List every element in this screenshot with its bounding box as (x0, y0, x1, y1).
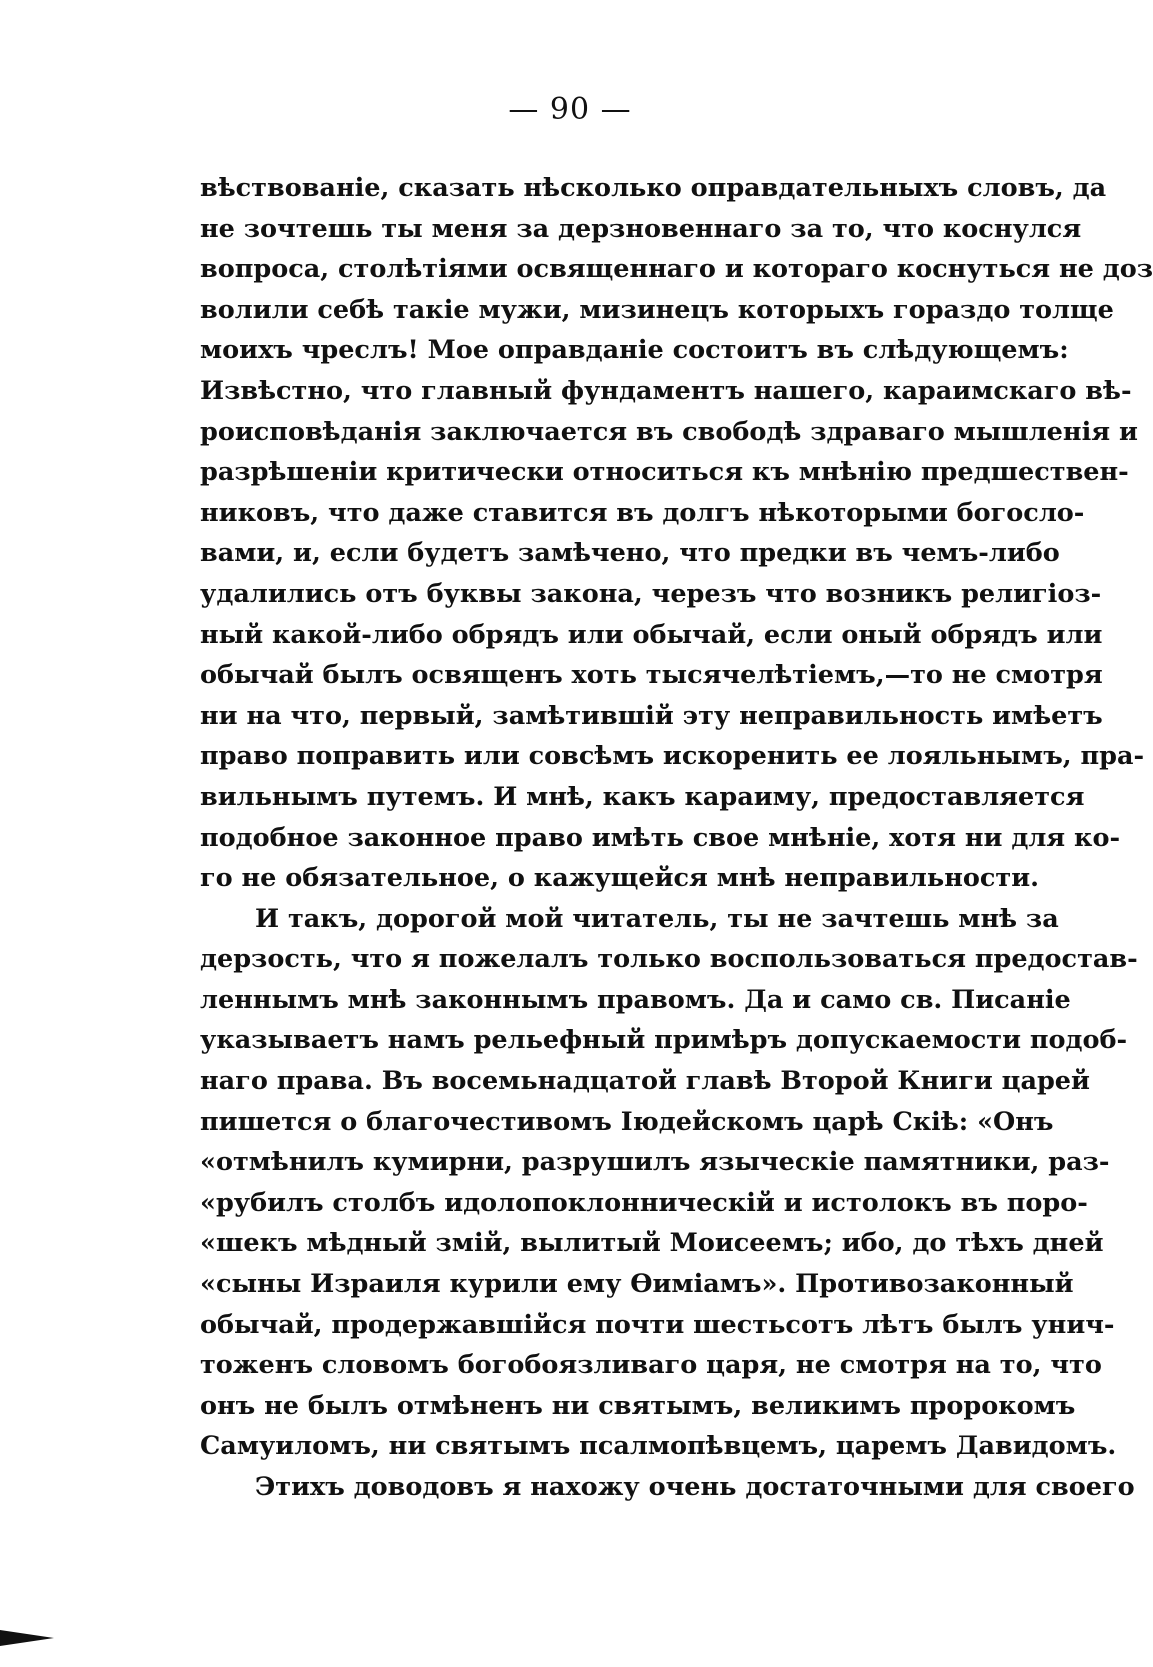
text-line: Извѣстно, что главный фундаментъ нашего, караимскаго вѣ- (200, 375, 1132, 406)
text-line: наго права. Въ восемьнадцатой главѣ Второй Книги царей (200, 1066, 1090, 1097)
text-line: подобное законное право имѣть свое мнѣніе, хотя ни для ко- (200, 822, 1121, 853)
scan-edge-mark (0, 1630, 54, 1646)
text-line: не зочтешь ты меня за дерзновеннаго за то, что коснулся (200, 213, 1082, 244)
text-line: указываетъ намъ рельефный примѣръ допускаемости подоб- (200, 1025, 1128, 1056)
text-line: Этихъ доводовъ я нахожу очень достаточными для своего (255, 1472, 1135, 1502)
text-line: «рубилъ столбъ идолопоклонническій и истолокъ въ поро- (200, 1187, 1088, 1218)
body-text (200, 168, 1153, 1508)
text-line: И такъ, дорогой мой читатель, ты не зачтешь мнѣ за (255, 903, 1059, 934)
text-line: го не обязательное, о кажущейся мнѣ неправильности. (200, 863, 1039, 894)
text-line: обычай былъ освященъ хоть тысячелѣтіемъ,—то не смотря (200, 660, 1103, 691)
text-line: тоженъ словомъ богобоязливаго царя, не смотря на то, что (200, 1350, 1102, 1381)
text-line: роисповѣданія заключается въ свободѣ здраваго мышленія и (200, 416, 1138, 447)
text-line: Самуиломъ, ни святымъ псалмопѣвцемъ, царемъ Давидомъ. (200, 1431, 1117, 1462)
text-line: вами, и, если будетъ замѣчено, что предки въ чемъ-либо (200, 538, 1060, 569)
text-line: вильнымъ путемъ. И мнѣ, какъ караиму, предоставляется (200, 781, 1085, 812)
text-line: вопроса, столѣтіями освященнаго и котораго коснуться не доз (200, 254, 1153, 285)
text-line: никовъ, что даже ставится въ долгъ нѣкоторыми богосло- (200, 497, 1085, 528)
text-line: дерзость, что я пожелалъ только воспользоваться предостав- (200, 944, 1138, 975)
text-line: «отмѣнилъ кумирни, разрушилъ языческіе памятники, раз- (200, 1147, 1110, 1178)
text-line: право поправить или совсѣмъ искоренить ее лояльнымъ, пра- (200, 741, 1145, 772)
text-line: «шекъ мѣдный змій, вылитый Моисеемъ; ибо, до тѣхъ дней (200, 1228, 1104, 1259)
page-number: — 90 — (508, 92, 632, 127)
text-line: леннымъ мнѣ законнымъ правомъ. Да и само св. Писаніе (200, 984, 1071, 1015)
text-line: ни на что, первый, замѣтившій эту неправильность имѣетъ (200, 700, 1103, 731)
text-line: разрѣшеніи критически относиться къ мнѣнію предшествен- (200, 457, 1129, 488)
text-line: «сыны Израиля курили ему Ѳиміамъ». Противозаконный (200, 1269, 1074, 1300)
text-line: ный какой-либо обрядъ или обычай, если оный обрядъ или (200, 619, 1103, 650)
text-line: пишется о благочестивомъ Іюдейскомъ царѣ Скіѣ: «Онъ (200, 1106, 1054, 1137)
text-line: обычай, продержавшійся почти шестьсотъ лѣтъ былъ унич- (200, 1309, 1115, 1340)
text-line: удалились отъ буквы закона, черезъ что возникъ религіоз- (200, 578, 1102, 609)
text-line: вѣствованіе, сказать нѣсколько оправдательныхъ словъ, да (200, 173, 1107, 203)
text-line: моихъ чреслъ! Мое оправданіе состоитъ въ слѣдующемъ: (200, 335, 1069, 366)
text-line: онъ не былъ отмѣненъ ни святымъ, великимъ пророкомъ (200, 1390, 1076, 1421)
text-line: волили себѣ такіе мужи, мизинецъ которыхъ гораздо толще (200, 294, 1114, 325)
